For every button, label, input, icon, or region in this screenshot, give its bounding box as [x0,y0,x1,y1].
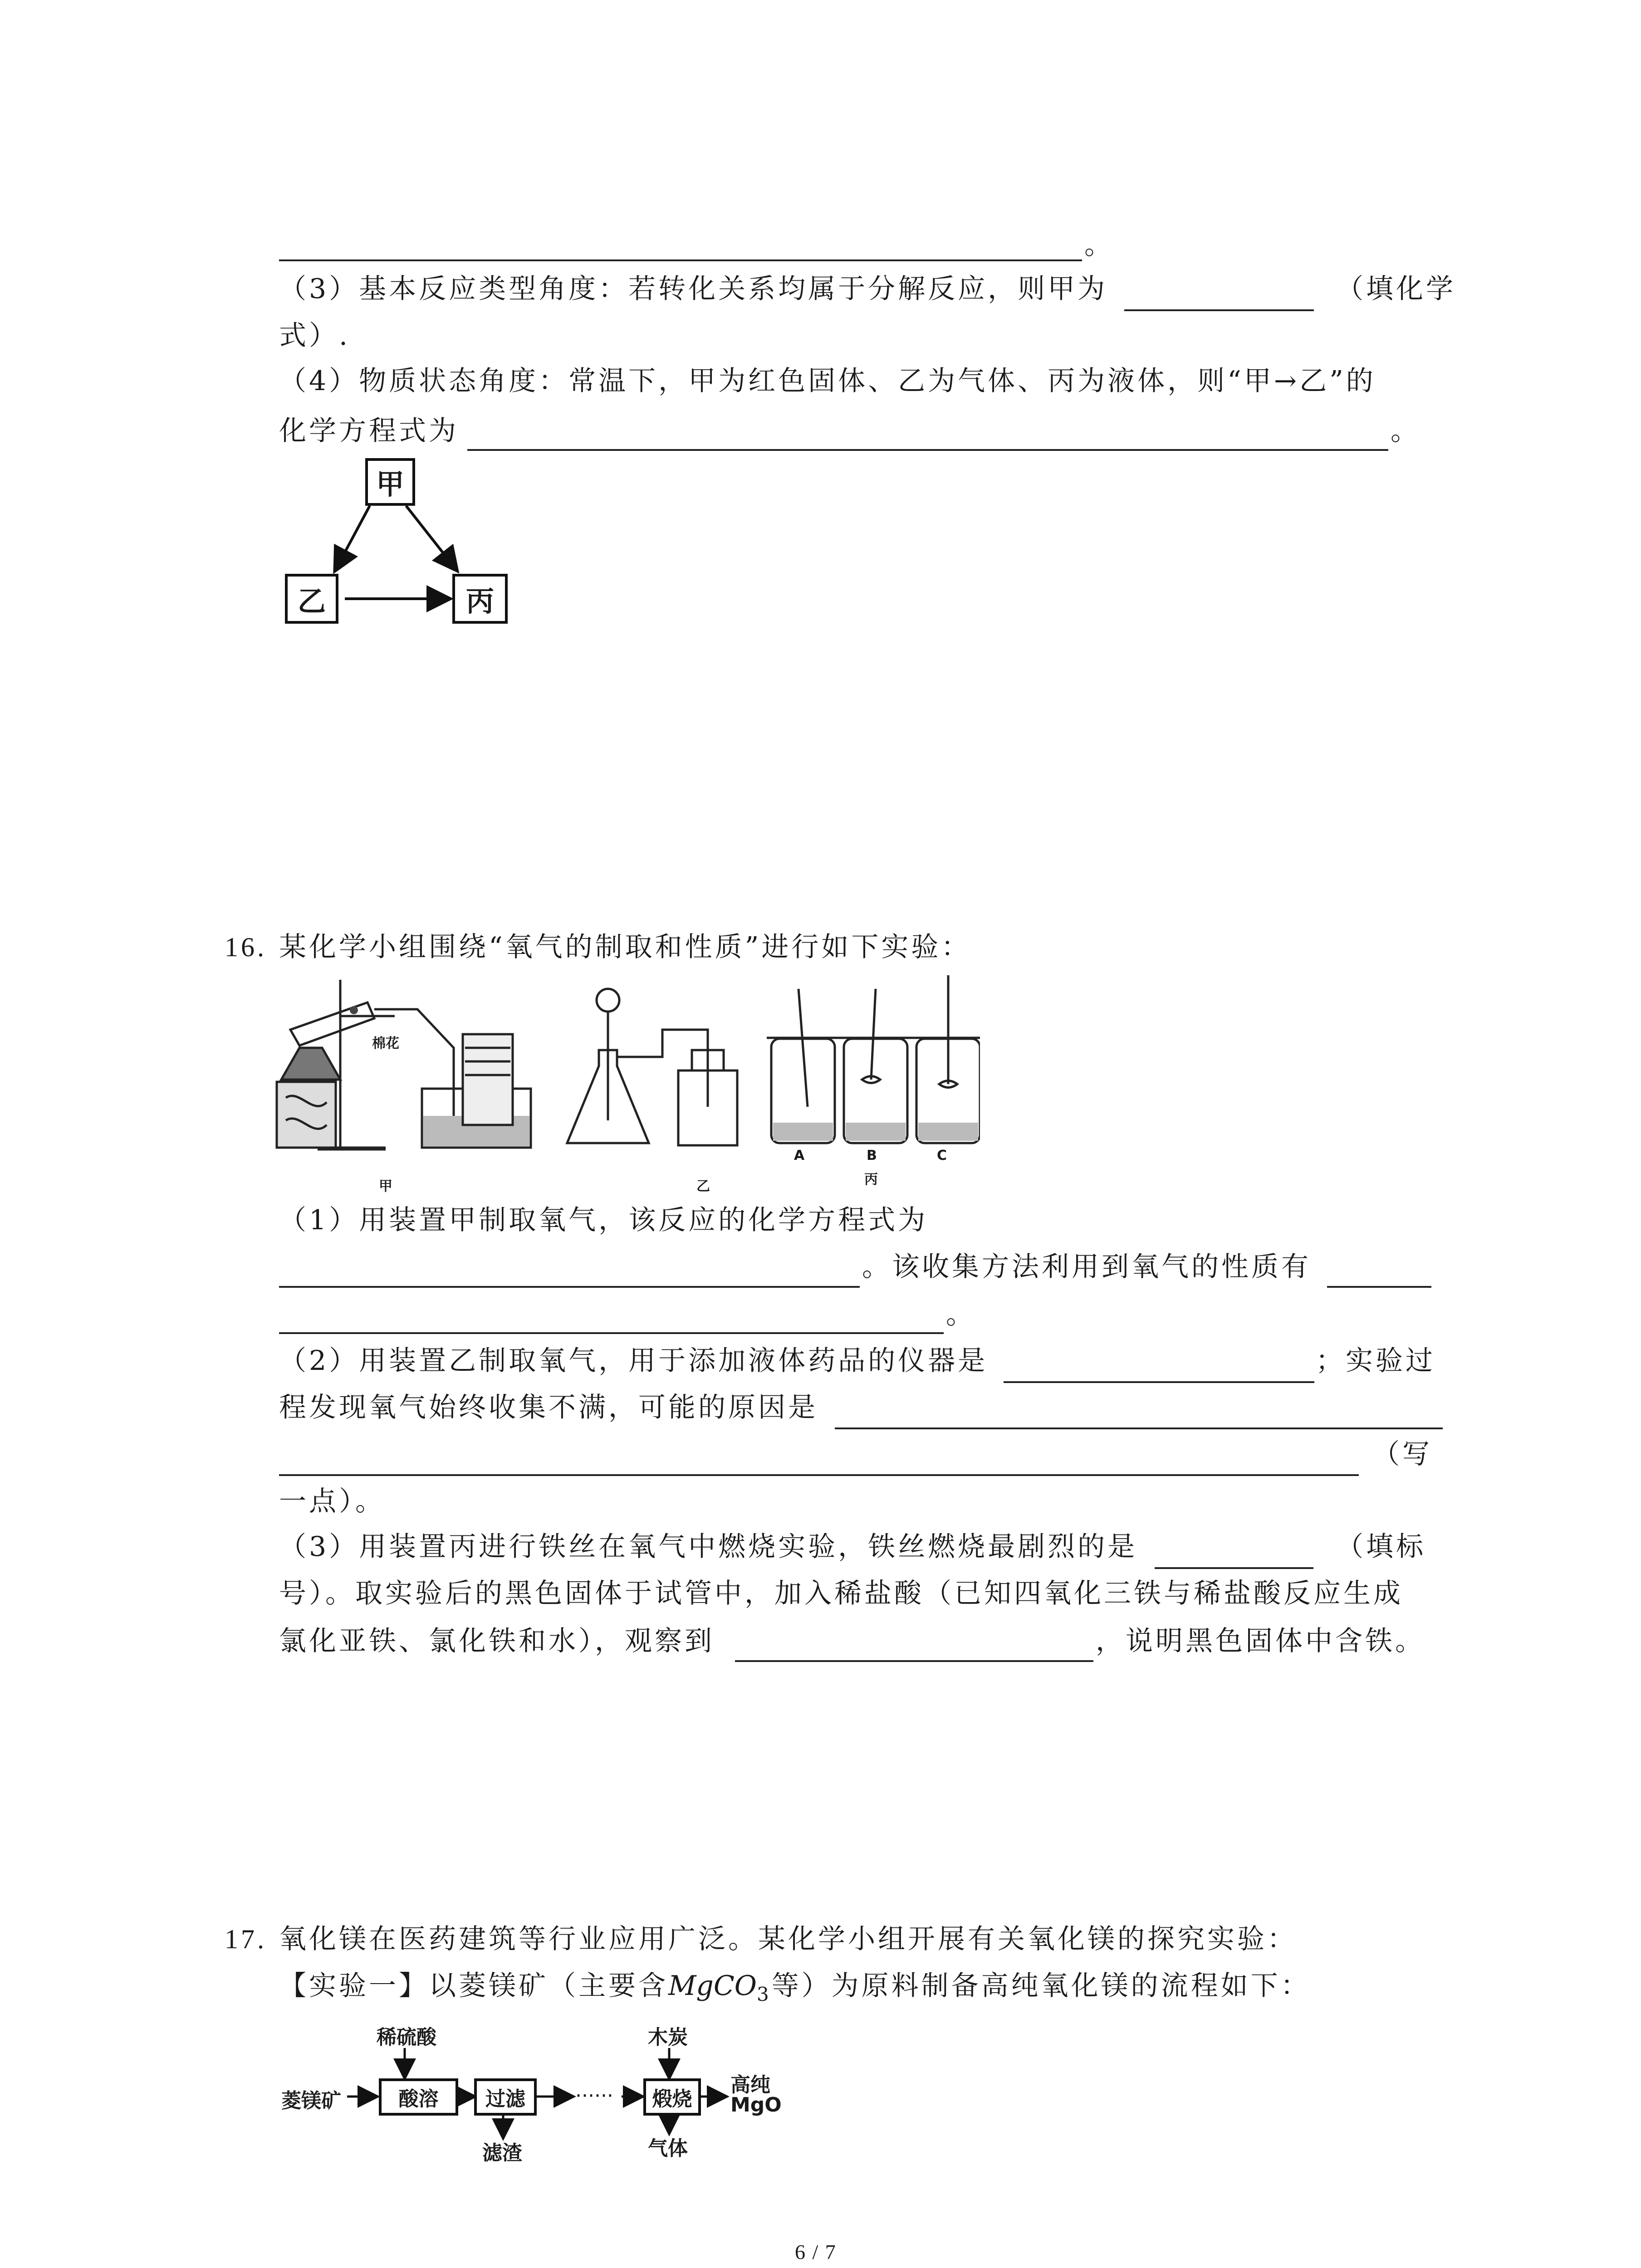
page-number: 6 / 7 [795,2240,837,2263]
answer-blank-q15-3[interactable] [1124,309,1314,311]
q15-part3-text: （3）基本反应类型角度：若转化关系均属于分解反应，则甲为 [279,273,1108,305]
q15-part4-text: （4）物质状态角度：常温下，甲为红色固体、乙为气体、丙为液体，则“甲→乙”的 [279,365,1376,397]
answer-blank-q15-2-end[interactable] [279,259,1082,261]
q15-part3-text-b: （填化学 [1336,273,1456,305]
apparatus-label-a: A [794,1148,805,1163]
q17-exp1-formula-sub: 3 [756,1983,772,2005]
q16-part1-text-b: 。该收集方法利用到氧气的性质有 [862,1251,1311,1283]
q16-intro: 某化学小组围绕“氧气的制取和性质”进行如下实验： [279,931,971,963]
q15-part3-text-c: 式）. [279,320,351,352]
flow-gas-label: 气体 [648,2137,688,2160]
flow-step-calcine: 煅烧 [643,2078,701,2116]
q17-number: 17. [225,1924,267,1954]
apparatus-label-c: C [937,1148,947,1163]
q16-part1-text: （1）用装置甲制取氧气，该反应的化学方程式为 [279,1204,928,1236]
answer-blank-q16-2b-cont[interactable] [279,1474,1359,1476]
flow-product-label-2: MgO [730,2093,782,2116]
apparatus-label-yi: 乙 [696,1178,710,1194]
flow-step-filter: 过滤 [474,2078,537,2116]
q16-part2-text-c: 程发现氧气始终收集不满，可能的原因是 [279,1392,818,1423]
q16-part2-text-d: （写 [1372,1438,1432,1470]
apparatus-label-jia: 甲 [379,1178,392,1194]
q16-part3-text: （3）用装置丙进行铁丝在氧气中燃烧实验，铁丝燃烧最剧烈的是 [279,1531,1138,1563]
q16-part2-text-b: ；实验过 [1316,1345,1435,1377]
answer-blank-q16-1a[interactable] [279,1286,860,1288]
q17-intro: 氧化镁在医药建筑等行业应用广泛。某化学小组开展有关氧化镁的探究实验： [279,1923,1297,1955]
q15-part4-text-b: 化学方程式为 [279,415,459,447]
q16-part1-end: 。 [946,1299,976,1330]
apparatus-label-b: B [867,1148,877,1163]
flow-acid-label: 稀硫酸 [377,2026,436,2049]
diagram-box-bing: 丙 [452,574,508,624]
answer-blank-q16-2b[interactable] [835,1427,1443,1429]
q16-part3-text-b: （填标 [1336,1531,1426,1563]
q16-part3-text-d: 氯化亚铁、氯化铁和水），观察到 [279,1625,715,1657]
q16-part3-text-c: 号）。取实验后的黑色固体于试管中，加入稀盐酸（已知四氧化三铁与稀盐酸反应生成 [279,1578,1403,1609]
answer-blank-q15-4[interactable] [467,449,1388,451]
flow-dots: ······ [575,2084,613,2107]
apparatus-label-cotton: 棉花 [372,1036,399,1051]
diagram-box-yi: 乙 [285,574,338,624]
q16-number: 16. [225,932,267,962]
flow-product-label-1: 高纯 [730,2073,770,2097]
flow-carbon-label: 木炭 [648,2026,688,2049]
q16-part2-text: （2）用装置乙制取氧气，用于添加液体药品的仪器是 [279,1345,988,1377]
flow-step-dissolve: 酸溶 [379,2078,458,2116]
diagram-box-jia: 甲 [365,458,415,506]
answer-blank-q16-1b[interactable] [1327,1286,1431,1288]
q16-part3-text-e: ，说明黑色固体中含铁。 [1096,1625,1425,1657]
q17-exp1-text-a: 【实验一】以菱镁矿（主要含 [279,1970,668,2002]
answer-blank-q16-3b[interactable] [735,1660,1093,1662]
apparatus-label-bing: 丙 [864,1172,878,1188]
q17-flowchart-arrows [0,1996,1641,2159]
q17-exp1-formula: MgCO [668,1970,757,2002]
q17-exp1-text-b: 等）为原料制备高纯氧化镁的流程如下： [771,1970,1311,2002]
q15-part4-end: 。 [1391,415,1421,447]
flow-residue-label: 滤渣 [482,2141,522,2165]
q15-end-mark: 。 [1084,229,1114,261]
answer-blank-q16-3a[interactable] [1155,1567,1313,1569]
answer-blank-q16-2a[interactable] [1004,1381,1314,1383]
answer-blank-q16-1b-cont[interactable] [279,1332,944,1334]
flow-start-label: 菱镁矿 [281,2089,341,2112]
q16-part2-text-e: 一点）。 [279,1486,385,1517]
